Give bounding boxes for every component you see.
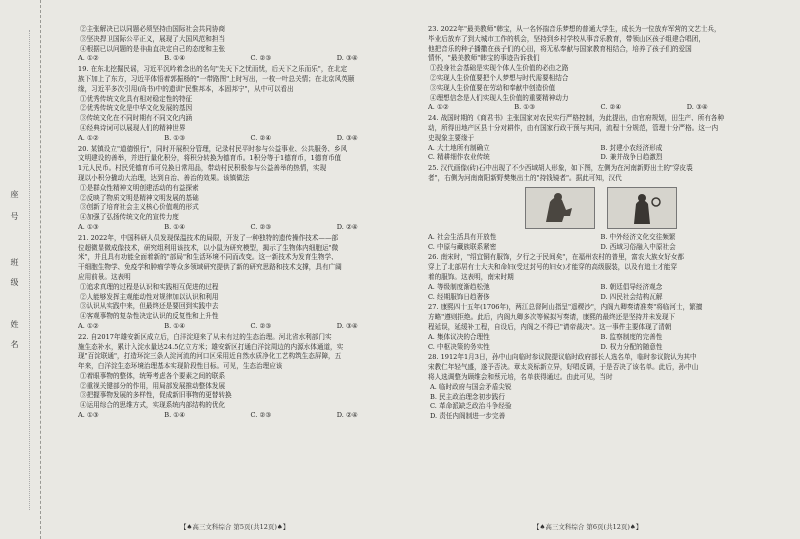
answer-choices <box>428 103 773 113</box>
choice-a: A. ①② <box>78 54 99 63</box>
option: ②主张解决已以同题必须坚持由国际社会共同协商 <box>80 25 226 33</box>
page-5-column <box>78 24 423 514</box>
question-stem: 米"，并且具有功能全面着新的"部局"和生活环境不同而改变。这一新技术为发育生物学、 <box>78 253 338 262</box>
option: ②反映了物质文明是精神文明发展的基础 <box>80 193 199 202</box>
option: ①优秀传统文化具有相对稳定性的特征 <box>80 94 193 103</box>
choice-d: D. 兼并战争日趋激烈 <box>600 153 663 162</box>
question-stem: 缘，习近平多次引用(尚书)中的遗训"民惟邦本，本固邦宁"，从中可以看出 <box>78 84 294 93</box>
question-24 <box>428 114 773 163</box>
question-stem: 23. 2022年"最美教师"韩宝，从一名怀揣音乐梦想的普通大学生，成长为一位放弃军营的文艺士兵， <box>428 25 721 33</box>
page-6-column <box>428 24 773 514</box>
page-footer-6: 【♠高三文科综合 第6页(共12页)♠】 <box>533 523 643 531</box>
question-stem: 族下加上了东方，习近平体悟着郭振杨的"一带路图"上时写出，一枚一叶总关情；在北京风英颐 <box>78 74 355 83</box>
option: ④运用综合的思维方式，实现系统内部结构的优化 <box>80 401 226 410</box>
question-stem: 27. 康熙四十五年(1706年)，两江总督阿山指呈"遥稷沙"，内阁九卿奏请准奏"将临河士，繁擅 <box>428 303 703 312</box>
question-stem: 者"，右侧为河南南阳新野樊集出土的"持钱镜者"。据此可知，汉代 <box>428 173 622 182</box>
choice-d: D. ③④ <box>336 133 358 142</box>
option: ④经典诗词可以展现人们的精神世界 <box>80 123 186 132</box>
question-23 <box>428 25 773 113</box>
choice-b: B. ①③ <box>164 133 186 142</box>
choice-c: C. 中枢决策的务实性 <box>428 342 490 351</box>
choice-b: B. 中外经济文化交往频繁 <box>600 232 676 241</box>
question-stem: 年来，白洋淀生态环境治理基本实现阶段性目标。可见，生态治理应该 <box>78 362 283 371</box>
option: ③把握事物发展的多样性，促成新旧事物的更替转换 <box>80 391 232 400</box>
answer-choices <box>428 343 773 353</box>
question-20 <box>78 145 423 233</box>
question-22 <box>78 333 423 421</box>
question-stem: 毕业后放弃了到大城市工作的机会，坚持到乡村学校从事音乐教育，带领山区孩子组建合唱团， <box>428 34 705 43</box>
answer-choices <box>428 153 773 163</box>
question-stem: 19. 在东北挖掘民谣，习近平沉吟着念出的名句"先天下之忧而忧，后天下之乐而乐"，在北定 <box>78 65 348 74</box>
option: ③传统文化在不同时期有不同文化内涵 <box>80 114 193 123</box>
question-27 <box>428 303 773 352</box>
choice-a: A. 临时政府与国会矛盾尖锐 <box>430 382 512 391</box>
answer-choices <box>78 134 423 144</box>
question-stem: 文明建设的善举，并进行量化积分，将积分转换为德育币。1积分等于1德育币，1德育币值 <box>78 154 342 163</box>
choice-d: D. 责任内阁制进一步完善 <box>430 412 506 421</box>
choice-a: A. 社会生活具有开放性 <box>428 232 497 241</box>
question-stem: 着的服饰。这表明，南宋时期 <box>428 272 514 281</box>
option: ②实现人生价值要把个人梦想与时代需要相结合 <box>430 73 569 82</box>
question-28 <box>428 353 773 422</box>
binding-label: 号 <box>10 212 19 221</box>
page-footer-5: 【♠高三文科综合 第5页(共12页)♠】 <box>180 523 290 531</box>
question-stem: 22. 自2017年雄安新区成立后，白洋淀迎来了从未有过的生态治理。河北省水利部门实 <box>78 332 332 341</box>
question-19 <box>78 65 423 143</box>
choice-a: A. ①② <box>78 133 99 142</box>
option: ①是群众性精神文明创建活动的有益探索 <box>80 183 199 192</box>
choice-b: B. ①④ <box>164 54 186 63</box>
question-25 <box>428 164 773 252</box>
option: ④理想信念是人们实现人生价值的重要精神动力 <box>430 93 569 102</box>
choice-c: C. 经期服饰日趋奢侈 <box>428 292 490 301</box>
question-stem: 现以小积分撬动大治理，达到自治、善治的效果。该镇做法 <box>78 173 250 182</box>
choice-c: C. ②④ <box>600 103 622 112</box>
answer-choices <box>428 144 773 154</box>
option: ④加强了弘扬传统文化的宣传力度 <box>80 213 179 222</box>
question-26 <box>428 253 773 302</box>
question-stem: 24. 战国时期的《商君书》主张国家对农民实行严格控制，为此提出，由官府规划，田生产、所有各种 <box>428 114 725 123</box>
question-stem: 将人选调整为顾维会和蔡元培，名单获得通过。由此可见，当时 <box>428 372 613 381</box>
question-stem: 方略"遵则拒绝。此后，内阁九卿多次等候拟写奏请，康熙的最终还是坚持并未发现下 <box>428 313 675 322</box>
han-relief-figures <box>428 187 773 229</box>
choice-a: A. 等级制度渐趋松弛 <box>428 282 490 291</box>
question-stem: 宋教仁年轻气盛，遂予否决。章太炎标新立异，好唱反调，于是否决了该名单。此后，孙中山 <box>428 363 699 372</box>
question-stem: 应用前景。这表明 <box>78 272 131 281</box>
choice-b: B. ①③ <box>514 103 536 112</box>
choice-c: C. 革命派缺乏政治斗争经验 <box>430 402 512 411</box>
answer-choices <box>428 293 773 303</box>
choice-b: B. ①④ <box>164 411 186 420</box>
choice-b: B. 朝廷倡导经济观念 <box>600 282 663 291</box>
choice-a: A. ①② <box>428 103 449 112</box>
binding-line <box>29 30 30 510</box>
choice-d: D. ③④ <box>336 54 358 63</box>
answer-choices <box>78 223 423 233</box>
choice-c: C. ②④ <box>250 133 272 142</box>
option: ④客观事物的复杂性决定认识的反复性和上升性 <box>80 312 219 321</box>
binding-label: 姓 <box>10 320 19 329</box>
choice-a: A. 集体议决的合理性 <box>428 332 490 341</box>
binding-label: 班 <box>10 258 19 267</box>
relief-image-fur-robe-figure <box>525 187 595 229</box>
choice-d: D. ②④ <box>336 411 358 420</box>
question-stem: 1元人民币。村民凭德育币可兑换日常用品，带动村民积极参与公益善举的热情，实现 <box>78 164 327 173</box>
answer-choices <box>428 243 773 253</box>
answer-choices <box>78 54 423 64</box>
option: ①投身社会基础是实现个体人生价值的必由之路 <box>430 64 569 73</box>
question-stem: 25. 汉代画像(砖)石中出现了不少西域胡人形象，如下图，左侧为在河南新野出土的"穿皮裘 <box>428 164 693 173</box>
question-stem: 动，所得田地产区县十分对耕作，由有国家行政干预与其同，流程十分规范，管理十分严格。这一内 <box>428 123 719 132</box>
question-21 <box>78 234 423 332</box>
choice-a: A. 大土地所有制确立 <box>428 143 490 152</box>
answer-choices <box>428 233 773 243</box>
choice-d: D. 西域习俗融入中原社会 <box>600 242 676 251</box>
choice-b: B. 监察制度的完善性 <box>600 332 663 341</box>
choice-c: C. ②③ <box>250 411 272 420</box>
choice-a: A. ①③ <box>78 222 99 231</box>
question-stem: 21. 2022年，中国科研人员发现保温技术的局限，开发了一种独特的遗传操作技术——部 <box>78 233 339 242</box>
choice-a: A. ①② <box>78 321 99 330</box>
binding-label: 座 <box>10 190 19 199</box>
choice-d: D. ③④ <box>686 103 708 112</box>
question-stem: 施生态补水，累计入淀水量达24.5亿立方米；雄安新区打通白洋淀周边的内源水体通道，实 <box>78 342 344 351</box>
option: ④根据已以问题的是非曲直决定自己的态度和主张 <box>80 44 226 53</box>
choice-b: B. 封建小农经济形成 <box>600 143 663 152</box>
question-stem: 程延误，延缓补工程，自设后，内阁之不得已"请帝裁决"。这一事件主要体现了清朝 <box>428 322 672 331</box>
option: ③坚决捍卫国际公平正义，展现了大国风范和担当 <box>80 34 226 43</box>
choice-c: C. 精耕细作农业传统 <box>428 153 490 162</box>
option: ③认识从实践中来，但最终还是要回到实践中去 <box>80 302 219 311</box>
choice-c: C. ②③ <box>250 321 272 330</box>
choice-d: D. ②④ <box>336 222 358 231</box>
relief-image-mirror-holder-figure <box>607 187 677 229</box>
binding-label: 级 <box>10 278 19 287</box>
question-stem: 他把音乐的种子播撒在孩子们的心田，将无私奉献与国家教育相结合，培养了孩子们的爱国 <box>428 44 692 53</box>
question-stem: 现"百淀联通"，打造环淀三条人淀河流的河口区采用近自然水质净化工艺构筑生态屏障，五 <box>78 352 342 361</box>
choice-d: D. 权力分配的随意性 <box>600 342 663 351</box>
answer-choices <box>428 283 773 293</box>
question-stem: 20. 某镇设立"道德银行"，同时开展积分管理，记录村民平时参与公益事业、公共服务、乡风 <box>78 144 348 153</box>
option: ②重视关键部分的作用，用局部发展推动整体发展 <box>80 381 226 390</box>
choice-d: D. 四民社会结构瓦解 <box>600 292 663 301</box>
choice-c: C. ②③ <box>250 222 272 231</box>
binding-margin <box>0 0 41 539</box>
option: ①追求真理的过程是认识和实践相互促进的过程 <box>80 282 219 291</box>
binding-label: 名 <box>10 340 19 349</box>
answer-choices <box>78 322 423 332</box>
option: ③创新了培育社会主义核心价值观的形式 <box>80 203 199 212</box>
option: ②优秀传统文化是中华文化发展的基因 <box>80 104 193 113</box>
question-stem: 情怀，"最美教师"韩宝的事迹告诉我们 <box>428 54 540 63</box>
choice-b: B. ①④ <box>164 321 186 330</box>
question-stem: 26. 南宋时，"绍宜铜有服饰，夕行之于民间矣"，在福州农村的普里，富农大族女好女都 <box>428 253 685 262</box>
option: ②人能够发挥主观能动性对规律加以认识和利用 <box>80 292 219 301</box>
answer-choices <box>78 411 423 421</box>
choice-a: A. ①③ <box>78 411 99 420</box>
choice-b: B. ①④ <box>164 222 186 231</box>
choice-c: C. ②③ <box>250 54 272 63</box>
question-stem: 干细胞生物学、免疫学和肿瘤学等众多领域研究提供了新的研究思路和技术支撑，具有广阔 <box>78 263 342 272</box>
option: ③实现人生价值要在劳动和奉献中创造价值 <box>430 83 556 92</box>
question-stem: 28. 1912年1月3日，孙中山向临时参议院提议临时政府部长人选名单，临时参议院认为其中 <box>428 353 697 362</box>
answer-choices <box>428 333 773 343</box>
choice-d: D. ③④ <box>336 321 358 330</box>
question-18-tail <box>78 25 423 64</box>
choice-b: B. 民主政治理念初步践行 <box>430 392 505 401</box>
option: ①着眼事物的整体，统筹考虑各个要素之间的联系 <box>80 371 226 380</box>
question-stem: 位超微显微成像技术，研究组利用该技术，以小鼠为研究模型，揭示了生物体内细胞运"微 <box>78 243 339 252</box>
question-stem: 史现象主要缘于 <box>428 133 475 142</box>
choice-c: C. 中原与藏族联系紧密 <box>428 242 497 251</box>
question-stem: 穿上了北部居有士大夫和命妇(受过封号的妇女)才能穿的高级服装，以及有追士才能穿 <box>428 263 678 272</box>
